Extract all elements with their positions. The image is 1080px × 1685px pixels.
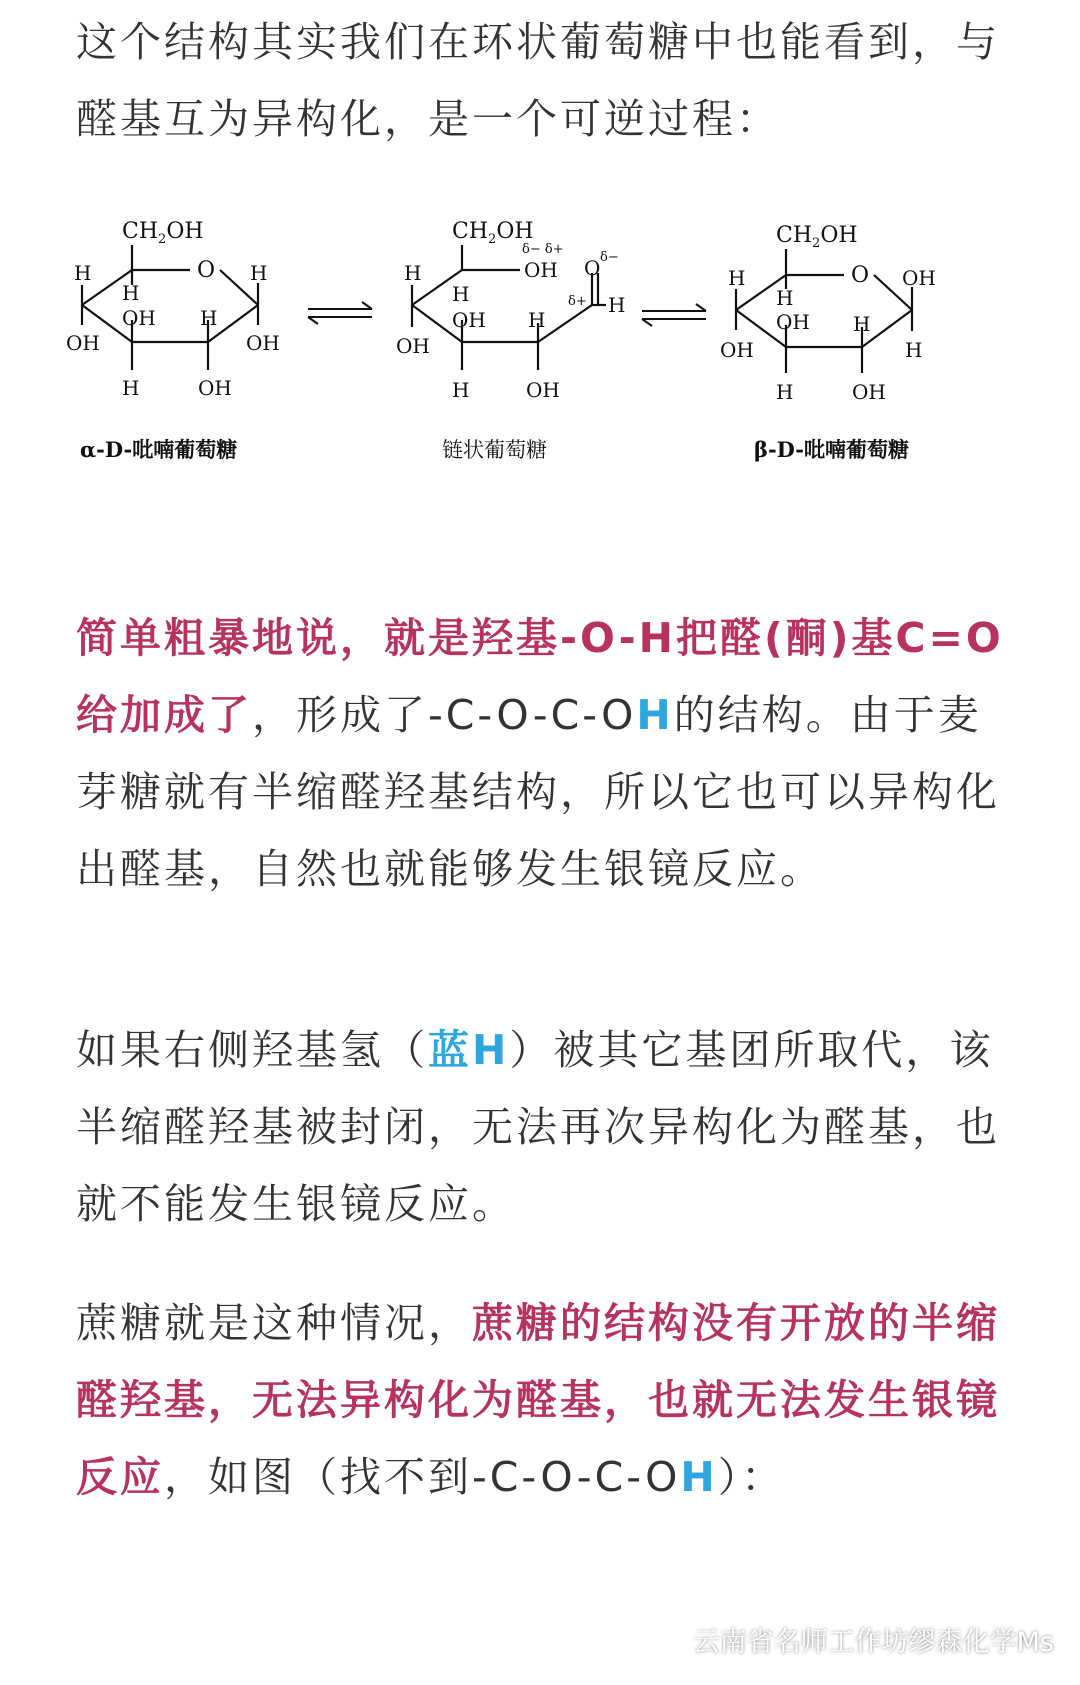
equilibrium-arrow-1 (308, 302, 372, 324)
chain-oh-c3: OH (452, 308, 486, 332)
beta-glucose-structure (736, 249, 912, 373)
alpha-h-c2: H (200, 306, 218, 330)
intro-paragraph (76, 4, 1006, 158)
chain-caption: 链状葡萄糖 (442, 438, 547, 462)
beta-h-left: H (728, 266, 746, 290)
chain-h-left: H (404, 261, 422, 285)
chain-delta-minus: δ− (600, 250, 619, 265)
chain-aldehyde-h: H (608, 293, 626, 317)
beta-caption: β-D-吡喃葡萄糖 (754, 437, 909, 462)
sucrose-text-2: ，如图（找不到-C-O-C-O (164, 1453, 681, 1501)
highlight-sucrose: 蔗糖的结构没有开放的半缩醛羟基，无法异构化为醛基，也就无法发生银镜反应 (76, 1299, 1000, 1501)
substitution-text-2: ）被其它基团所取代，该半缩醛羟基被封闭，无法再次异构化为醛基，也就不能发生银镜反应。 (76, 1026, 1000, 1228)
alpha-oh-c1: OH (246, 331, 280, 355)
alpha-h-left: H (74, 261, 92, 285)
chain-oh-left: OH (396, 334, 430, 358)
alpha-ch2-label: CH (122, 219, 159, 244)
svg-text:CH2OH (776, 223, 858, 251)
sucrose-text-3: ）： (717, 1453, 786, 1501)
chain-ch2-label: CH (452, 219, 489, 244)
explanation-text-1: ，形成了-C-O-C-O (252, 691, 637, 739)
sucrose-text-1: 蔗糖就是这种情况， (76, 1299, 472, 1347)
beta-oh-c1: OH (902, 266, 936, 290)
beta-ch2-oh: OH (820, 223, 858, 248)
blue-h-label: 蓝H (428, 1026, 510, 1074)
chain-oh-c5: OH (524, 258, 558, 282)
alpha-glucose-structure (82, 245, 258, 370)
alpha-oh-c2: OH (198, 376, 232, 400)
beta-h-c2: H (853, 312, 871, 336)
beta-h-c3: H (776, 380, 794, 404)
blue-h-2: H (680, 1453, 718, 1501)
chain-delta-plus: δ+ (568, 294, 587, 309)
alpha-oh-left: OH (66, 331, 100, 355)
blue-h-1: H (636, 691, 674, 739)
svg-text:CH2OH (122, 219, 204, 247)
alpha-ring-oxygen: O (197, 258, 216, 283)
beta-ring-oxygen: O (851, 263, 870, 288)
alpha-ch2-sub: 2 (158, 232, 167, 247)
alpha-h-c1: H (250, 261, 268, 285)
beta-ch2-label: CH (776, 223, 813, 248)
intro-text: 这个结构其实我们在环状葡萄糖中也能看到，与醛基互为异构化，是一个可逆过程： (76, 18, 1000, 143)
chain-oh-c2: OH (526, 378, 560, 402)
beta-oh-left: OH (720, 338, 754, 362)
beta-h-c4: H (776, 286, 794, 310)
substitution-text-1: 如果右侧羟基氢（ (76, 1026, 428, 1074)
explanation-text-2: 的结构。由于麦芽糖就有半缩醛羟基结构，所以它也可以异构化出醛基，自然也就能够发生银镜反应。 (76, 691, 1000, 893)
substitution-paragraph (76, 1012, 1006, 1243)
highlight-addition: 简单粗暴地说，就是羟基-O-H把醛(酮)基C=O给加成了 (76, 614, 1004, 739)
glucose-isomerization-figure (60, 205, 1020, 525)
explanation-paragraph (76, 600, 1006, 908)
beta-h-c1: H (905, 338, 923, 362)
alpha-caption: α-D-吡喃葡萄糖 (80, 437, 238, 462)
beta-oh-c3: OH (776, 310, 810, 334)
beta-oh-c2: OH (852, 380, 886, 404)
watermark-text: 云南省名师工作坊缪森化学Ms (692, 1627, 1054, 1658)
watermark (651, 1620, 1054, 1659)
alpha-oh-c3: OH (122, 306, 156, 330)
beta-ch2-sub: 2 (812, 236, 821, 251)
sucrose-paragraph (76, 1285, 1006, 1516)
alpha-h-c4: H (122, 281, 140, 305)
equilibrium-arrow-2 (642, 304, 706, 326)
chain-delta-label: δ− δ+ (522, 242, 564, 257)
alpha-ch2-oh: OH (166, 219, 204, 244)
wechat-icon (651, 1626, 685, 1654)
chain-h-c3: H (452, 378, 470, 402)
chain-ch2-sub: 2 (488, 232, 497, 247)
chain-h-c4: H (452, 282, 470, 306)
chain-carbonyl-o: O (584, 256, 601, 280)
alpha-h-c3: H (122, 376, 140, 400)
chain-h-c2: H (528, 308, 546, 332)
chain-ch2-oh: OH (496, 219, 534, 244)
